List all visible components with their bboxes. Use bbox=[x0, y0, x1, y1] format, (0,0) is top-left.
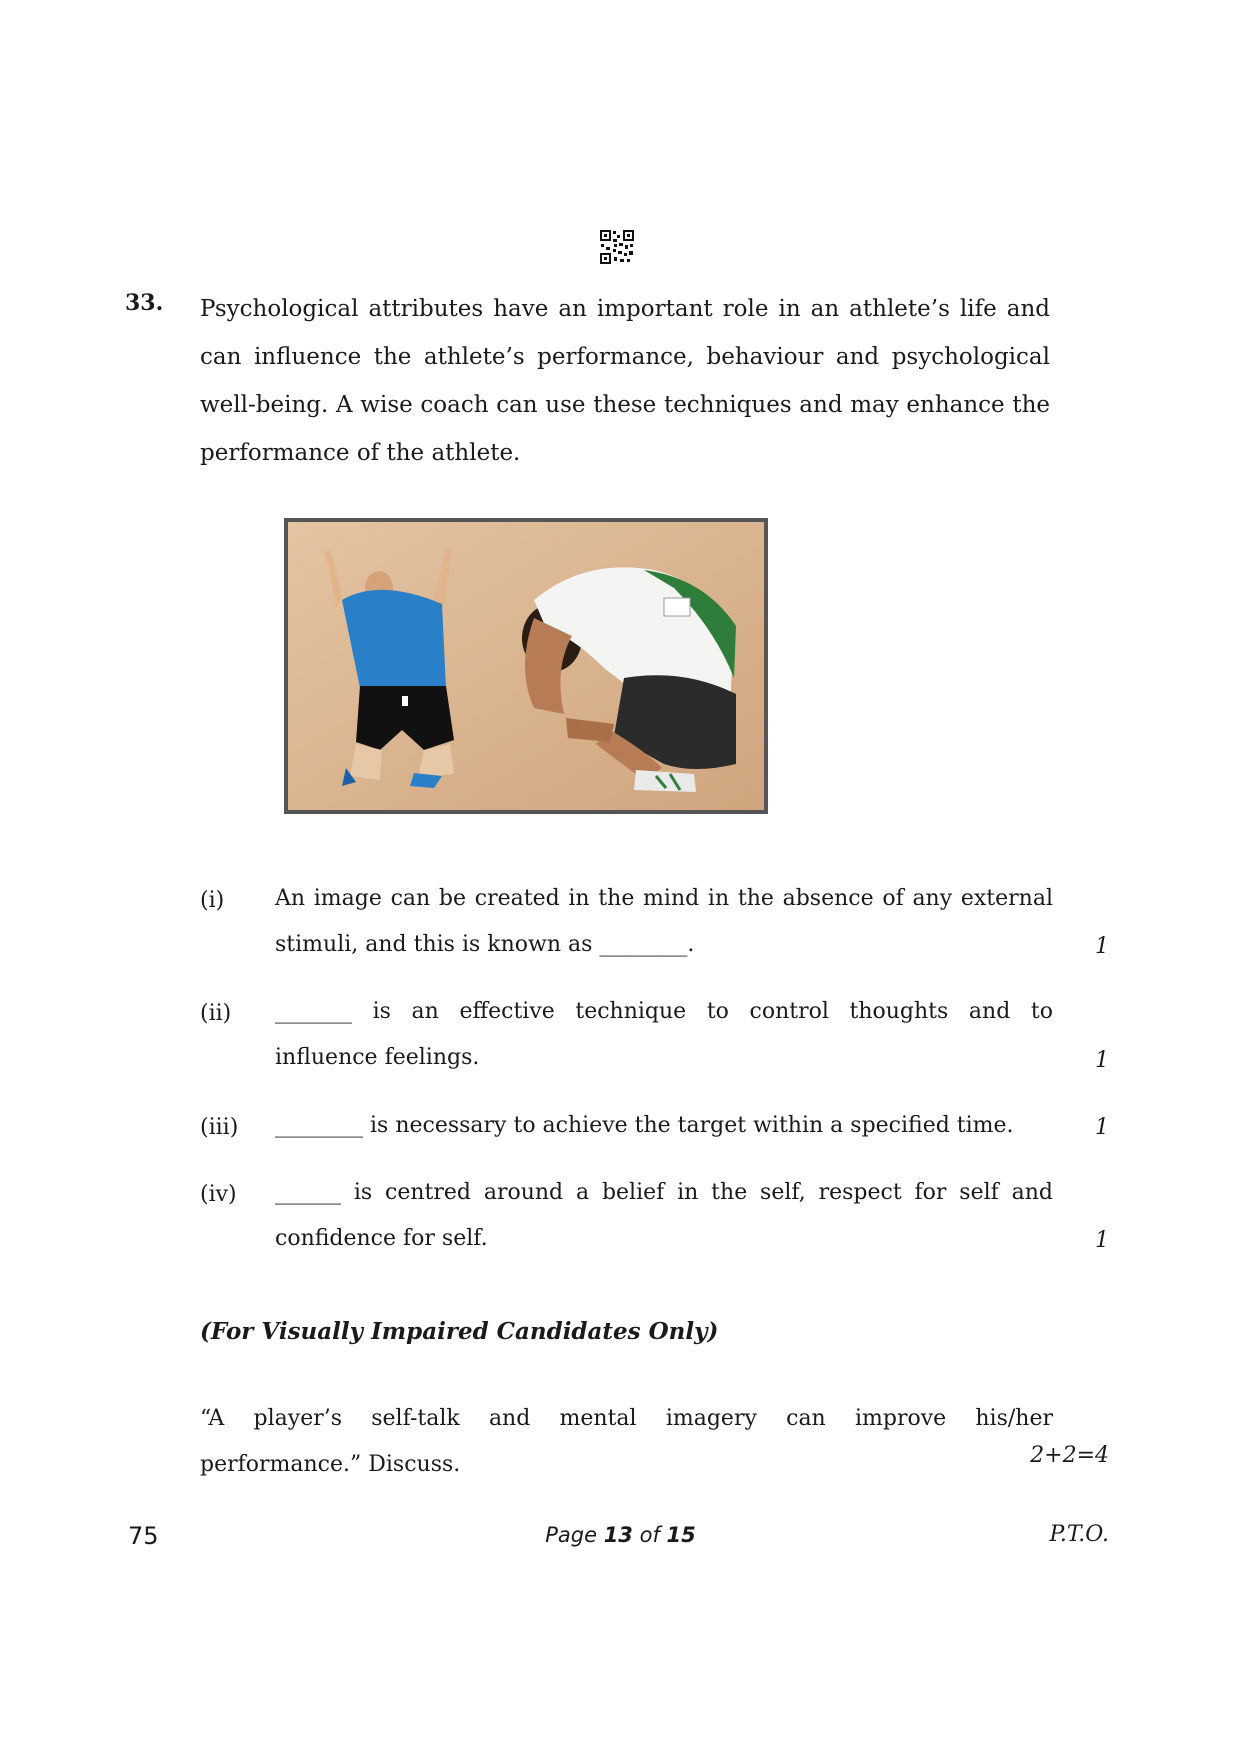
subpart-line: confidence for self. bbox=[275, 1226, 488, 1251]
marks: 1 bbox=[1095, 1115, 1109, 1140]
subpart-text bbox=[275, 1103, 1053, 1149]
question-stem bbox=[200, 285, 1050, 477]
stem-line: can influence the athlete’s performance, behaviour and psychological bbox=[200, 344, 1050, 370]
stem-line: performance of the athlete. bbox=[200, 440, 521, 466]
athletes-photo bbox=[284, 518, 768, 814]
subpart-text bbox=[275, 876, 1053, 968]
subpart-text bbox=[275, 1170, 1053, 1262]
vi-line: performance.” Discuss. bbox=[200, 1452, 461, 1477]
subpart-line: _______ is an effective technique to control thoughts and to bbox=[275, 999, 1053, 1024]
subpart-label: (iv) bbox=[200, 1182, 237, 1207]
subpart-line: influence feelings. bbox=[275, 1045, 480, 1070]
visually-impaired-heading: (For Visually Impaired Candidates Only) bbox=[200, 1318, 719, 1345]
visually-impaired-question bbox=[200, 1396, 1053, 1488]
subpart-line: ______ is centred around a belief in the self, respect for self and bbox=[275, 1180, 1053, 1205]
marks: 1 bbox=[1095, 1048, 1109, 1073]
qr-code-icon bbox=[599, 229, 635, 265]
subpart-label: (iii) bbox=[200, 1115, 239, 1140]
please-turn-over: P.T.O. bbox=[1049, 1522, 1109, 1547]
question-number: 33. bbox=[125, 290, 164, 316]
stem-line: Psychological attributes have an important role in an athlete’s life and bbox=[200, 296, 1050, 322]
marks: 1 bbox=[1095, 934, 1109, 959]
vi-marks: 2+2=4 bbox=[1030, 1443, 1109, 1468]
paper-code: 75 bbox=[128, 1522, 159, 1550]
subpart-label: (ii) bbox=[200, 1001, 232, 1026]
subpart-line: stimuli, and this is known as ________. bbox=[275, 932, 695, 957]
page-total: 15 bbox=[666, 1523, 696, 1547]
subpart-text bbox=[275, 989, 1053, 1081]
page-current: 13 bbox=[603, 1523, 633, 1547]
page-word: Page bbox=[545, 1523, 597, 1547]
subpart-label: (i) bbox=[200, 888, 225, 913]
stem-line: well-being. A wise coach can use these techniques and may enhance the bbox=[200, 392, 1050, 418]
vi-line: “A player’s self-talk and mental imagery can improve his/her bbox=[200, 1406, 1053, 1431]
of-word: of bbox=[639, 1523, 660, 1547]
marks: 1 bbox=[1095, 1228, 1109, 1253]
subpart-line: ________ is necessary to achieve the target within a specified time. bbox=[275, 1113, 1014, 1138]
subpart-line: An image can be created in the mind in the absence of any external bbox=[275, 886, 1053, 911]
